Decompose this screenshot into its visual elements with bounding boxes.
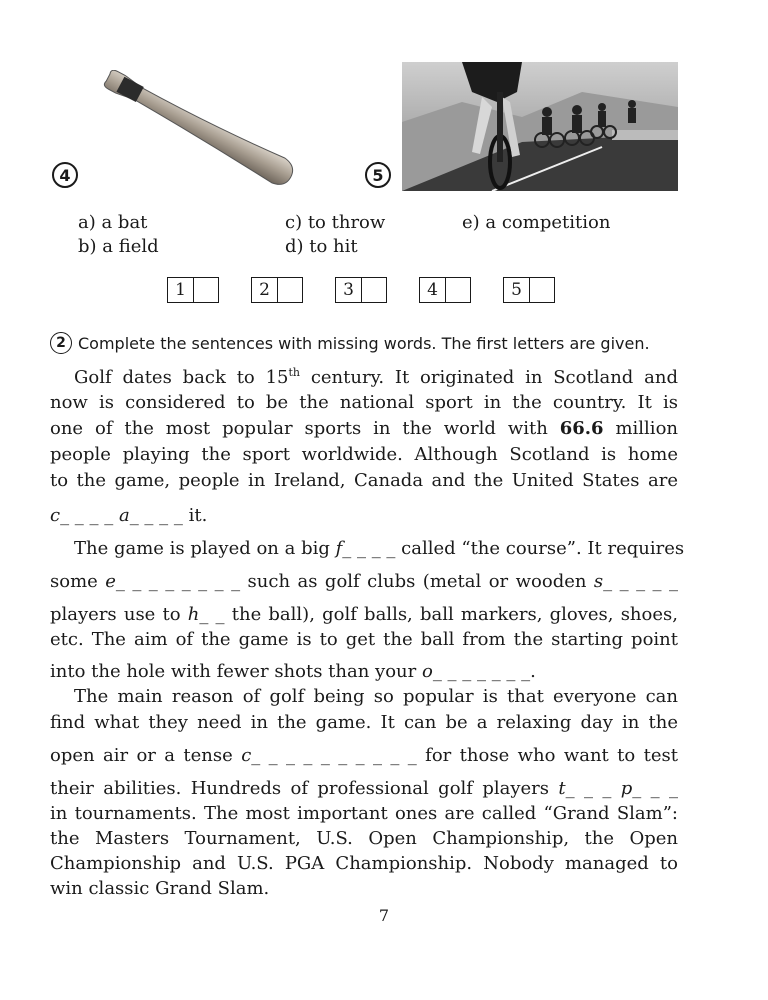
text-line: c_ _ _ _ a_ _ _ _ it.: [50, 505, 208, 526]
picture-number-5: 5: [365, 162, 391, 188]
gap-blank[interactable]: s_ _ _ _ _: [593, 571, 678, 592]
text-line: people playing the sport worldwide. Although Scotland is home: [50, 444, 678, 465]
text-line: players use to h_ _ the ball), golf balls, ball markers, gloves, shoes,: [50, 604, 678, 625]
text-line: open air or a tense c_ _ _ _ _ _ _ _ _ _ for those who want to test: [50, 745, 678, 766]
text-line: find what they need in the game. It can be a relaxing day in the: [50, 712, 678, 733]
answer-box-label: 5: [504, 278, 530, 302]
answer-box-label: 2: [252, 278, 278, 302]
text-line: Championship and U.S. PGA Championship. Nobody managed to: [50, 853, 678, 874]
text-line: Golf dates back to 15th century. It originated in Scotland and: [74, 366, 678, 388]
gap-blank[interactable]: c_ _ _ _ a_ _ _ _: [50, 505, 183, 526]
option-a: a) a bat: [78, 212, 148, 233]
cyclists-photo: [402, 62, 678, 191]
baseball-bat-image: [88, 70, 308, 190]
text-line: one of the most popular sports in the world with 66.6 million: [50, 418, 678, 439]
answer-box-4[interactable]: [419, 277, 471, 303]
answer-box-label: 4: [420, 278, 446, 302]
page-number: 7: [378, 906, 390, 925]
gap-blank[interactable]: h_ _: [187, 604, 225, 625]
gap-blank[interactable]: f_ _ _ _: [335, 538, 396, 559]
text-line: some e_ _ _ _ _ _ _ _ such as golf clubs (metal or wooden s_ _ _ _ _: [50, 571, 678, 592]
option-b: b) a field: [78, 236, 159, 257]
text-line: into the hole with fewer shots than your o_ _ _ _ _ _ _.: [50, 661, 536, 682]
picture-number-4: 4: [52, 162, 78, 188]
gap-blank[interactable]: c_ _ _ _ _ _ _ _ _ _: [241, 745, 417, 766]
text-line: The game is played on a big f_ _ _ _ called “the course”. It requires: [74, 538, 685, 559]
option-e: e) a competition: [462, 212, 611, 233]
gap-blank[interactable]: o_ _ _ _ _ _ _: [421, 661, 531, 682]
text-line: etc. The aim of the game is to get the ball from the starting point: [50, 629, 678, 650]
answer-box-5[interactable]: [503, 277, 555, 303]
answer-box-3[interactable]: [335, 277, 387, 303]
text-line: to the game, people in Ireland, Canada and the United States are: [50, 470, 678, 491]
text-line: in tournaments. The most important ones are called “Grand Slam”:: [50, 803, 678, 824]
option-d: d) to hit: [285, 236, 358, 257]
answer-box-2[interactable]: [251, 277, 303, 303]
gap-blank[interactable]: e_ _ _ _ _ _ _ _: [105, 571, 241, 592]
task-instruction: Complete the sentences with missing words. The first letters are given.: [78, 333, 650, 353]
answer-box-label: 3: [336, 278, 362, 302]
text-line: now is considered to be the national sport in the country. It is: [50, 392, 678, 413]
answer-box-1[interactable]: [167, 277, 219, 303]
task-heading: [50, 332, 650, 354]
text-line: The main reason of golf being so popular is that everyone can: [74, 686, 678, 707]
gap-blank[interactable]: t_ _ _ p_ _ _: [558, 778, 678, 799]
task-number: 2: [50, 332, 72, 354]
text-line: their abilities. Hundreds of professional golf players t_ _ _ p_ _ _: [50, 778, 678, 799]
text-line: the Masters Tournament, U.S. Open Championship, the Open: [50, 828, 678, 849]
answer-box-label: 1: [168, 278, 194, 302]
option-c: c) to throw: [285, 212, 386, 233]
text-line: win classic Grand Slam.: [50, 878, 270, 899]
